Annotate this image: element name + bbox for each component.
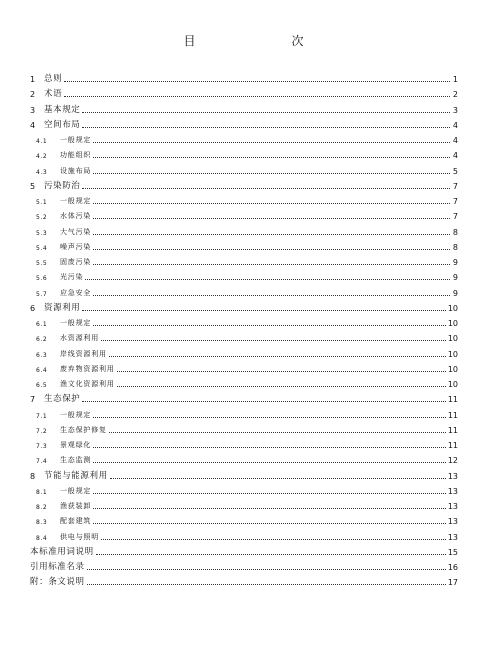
toc-section-number: 5.3 bbox=[36, 229, 48, 237]
toc-section-title: 渔文化资源利用 bbox=[60, 380, 115, 388]
toc-page-number: 17 bbox=[447, 578, 458, 588]
toc-dot-leader bbox=[93, 523, 446, 524]
toc-dot-leader bbox=[93, 325, 446, 326]
toc-entry[interactable] bbox=[36, 484, 458, 496]
toc-page-number: 7 bbox=[452, 212, 458, 222]
toc-dot-leader bbox=[93, 462, 446, 463]
toc-section-number: 3 bbox=[30, 105, 36, 115]
toc-entry[interactable] bbox=[36, 209, 458, 221]
toc-dot-leader bbox=[64, 81, 450, 82]
toc-entry[interactable] bbox=[36, 164, 458, 176]
toc-entry[interactable] bbox=[36, 499, 458, 511]
toc-entry[interactable] bbox=[36, 347, 458, 359]
toc-section-title: 噪声污染 bbox=[60, 242, 92, 251]
toc-section-title: 一般规定 bbox=[60, 197, 92, 205]
toc-dot-leader bbox=[82, 112, 450, 113]
toc-section-title: 一般规定 bbox=[60, 410, 92, 419]
toc-section-number: 6.2 bbox=[36, 336, 48, 344]
toc-section-title: 污染防治 bbox=[44, 180, 81, 191]
toc-dot-leader bbox=[87, 584, 446, 585]
toc-page-number: 8 bbox=[452, 227, 458, 237]
toc-entry[interactable] bbox=[30, 301, 458, 313]
toc-entry[interactable] bbox=[30, 118, 458, 130]
toc-dot-leader bbox=[93, 417, 446, 418]
toc-page-number: 10 bbox=[447, 349, 458, 359]
toc-section-title: 生态监测 bbox=[60, 456, 92, 465]
toc-section-number: 6.3 bbox=[36, 351, 48, 359]
toc-dot-leader bbox=[93, 203, 450, 204]
toc-dot-leader bbox=[109, 356, 446, 357]
toc-entry[interactable] bbox=[36, 286, 458, 298]
toc-section-number: 6.1 bbox=[36, 321, 48, 328]
toc-entry[interactable] bbox=[36, 194, 458, 206]
toc-section-title: 节能与能源利用 bbox=[44, 470, 108, 481]
toc-dot-leader bbox=[82, 310, 445, 311]
toc-dot-leader bbox=[82, 401, 445, 402]
toc-section-title: 附：条文说明 bbox=[30, 577, 85, 588]
toc-page-number: 4 bbox=[452, 120, 458, 130]
toc-section-number: 6 bbox=[30, 303, 36, 313]
toc-section-number: 2 bbox=[30, 90, 36, 100]
toc-page-number: 10 bbox=[447, 334, 458, 344]
toc-section-title: 水资源利用 bbox=[60, 334, 99, 343]
toc-entry[interactable] bbox=[36, 316, 458, 328]
toc-section-title: 应急安全 bbox=[60, 288, 92, 297]
toc-section-title: 本标准用词说明 bbox=[30, 546, 94, 557]
toc-entry[interactable] bbox=[36, 225, 458, 237]
toc-section-number: 8.3 bbox=[36, 519, 48, 527]
toc-section-number: 7.3 bbox=[36, 443, 48, 450]
toc-entry[interactable] bbox=[30, 72, 458, 84]
toc-entry[interactable] bbox=[36, 240, 458, 252]
toc-section-number: 5.2 bbox=[36, 214, 48, 222]
toc-entry[interactable] bbox=[36, 270, 458, 282]
toc-section-number: 5.4 bbox=[36, 244, 48, 252]
toc-section-title: 总则 bbox=[44, 74, 63, 84]
toc-section-number: 7 bbox=[30, 395, 36, 405]
toc-section-number: 4.2 bbox=[36, 153, 48, 161]
toc-dot-leader bbox=[101, 340, 446, 341]
toc-dot-leader bbox=[117, 386, 446, 387]
toc-page-number: 13 bbox=[447, 532, 458, 542]
toc-section-title: 供电与照明 bbox=[60, 532, 99, 541]
toc-dot-leader bbox=[110, 478, 446, 479]
toc-section-number: 6.5 bbox=[36, 382, 48, 389]
toc-page-number: 13 bbox=[447, 517, 458, 527]
toc-page-number: 11 bbox=[447, 410, 458, 420]
toc-page-number: 5 bbox=[452, 166, 458, 176]
toc-section-title: 功能组织 bbox=[60, 151, 92, 160]
toc-section-number: 5 bbox=[30, 181, 36, 191]
toc-section-number: 8 bbox=[30, 471, 36, 481]
toc-dot-leader bbox=[109, 432, 446, 433]
toc-section-number: 4 bbox=[30, 120, 36, 130]
toc-dot-leader bbox=[93, 264, 450, 265]
toc-dot-leader bbox=[93, 493, 446, 494]
toc-section-title: 大气污染 bbox=[60, 227, 92, 236]
toc-section-title: 废弃物资源利用 bbox=[60, 364, 115, 373]
toc-section-number: 5.6 bbox=[36, 275, 48, 283]
toc-dot-leader bbox=[64, 96, 450, 97]
toc-section-number: 4.3 bbox=[36, 168, 48, 176]
toc-page-number: 13 bbox=[447, 502, 458, 511]
toc-page-number: 12 bbox=[447, 456, 458, 466]
toc-dot-leader bbox=[96, 554, 446, 555]
toc-section-title: 空间布局 bbox=[44, 119, 81, 130]
toc-section-title: 生态保护 bbox=[44, 394, 81, 405]
toc-entry[interactable] bbox=[30, 560, 458, 572]
toc-page-number: 4 bbox=[452, 151, 458, 161]
toc-section-title: 配套建筑 bbox=[60, 517, 92, 526]
toc-entry[interactable] bbox=[30, 179, 458, 191]
toc-entry[interactable] bbox=[30, 87, 458, 99]
toc-page-number: 9 bbox=[452, 288, 458, 298]
toc-section-title: 一般规定 bbox=[60, 319, 92, 327]
toc-page-number: 7 bbox=[452, 181, 458, 191]
toc-entry[interactable] bbox=[30, 103, 458, 115]
toc-dot-leader bbox=[93, 218, 450, 219]
toc-page-number: 11 bbox=[447, 425, 458, 435]
toc-entry[interactable] bbox=[30, 392, 458, 404]
toc-section-number: 8.2 bbox=[36, 504, 48, 511]
toc-entry[interactable] bbox=[36, 453, 458, 465]
toc-section-number: 8.1 bbox=[36, 488, 48, 496]
toc-page-number: 11 bbox=[447, 441, 458, 450]
toc-page-number: 9 bbox=[452, 258, 458, 267]
toc-section-title: 资源利用 bbox=[44, 302, 81, 313]
toc-section-title: 景观绿化 bbox=[60, 441, 92, 449]
toc-page-number: 9 bbox=[452, 273, 458, 283]
toc-page-number: 10 bbox=[447, 319, 458, 328]
toc-section-number: 5.7 bbox=[36, 290, 48, 298]
toc-dot-leader bbox=[93, 295, 450, 296]
toc-section-title: 生态保护修复 bbox=[60, 425, 107, 434]
toc-section-title: 一般规定 bbox=[60, 136, 92, 144]
toc-section-title: 岸线资源利用 bbox=[60, 349, 107, 358]
toc-section-title: 基本规定 bbox=[44, 104, 81, 115]
toc-page-number: 8 bbox=[452, 242, 458, 252]
toc-entry[interactable] bbox=[36, 514, 458, 526]
toc-dot-leader bbox=[93, 234, 450, 235]
toc-section-number: 7.1 bbox=[36, 412, 48, 420]
toc-section-title: 固废污染 bbox=[60, 258, 92, 266]
toc-entry[interactable] bbox=[36, 438, 458, 450]
toc-page-number: 13 bbox=[447, 471, 458, 481]
toc-dot-leader bbox=[87, 569, 446, 570]
toc-dot-leader bbox=[93, 508, 446, 509]
toc-dot-leader bbox=[82, 188, 450, 189]
toc-page-number: 10 bbox=[447, 303, 458, 313]
toc-entry[interactable] bbox=[36, 362, 458, 374]
toc-page-number: 7 bbox=[452, 197, 458, 206]
toc-entry[interactable] bbox=[36, 408, 458, 420]
toc-dot-leader bbox=[101, 539, 446, 540]
toc-dot-leader bbox=[93, 249, 450, 250]
toc-dot-leader bbox=[85, 279, 450, 280]
toc-section-title: 光污染 bbox=[60, 273, 84, 282]
toc-page-number: 3 bbox=[452, 105, 458, 115]
toc-section-number: 5.5 bbox=[36, 260, 48, 267]
toc-section-number: 5.1 bbox=[36, 199, 48, 206]
toc-page-number: 15 bbox=[447, 547, 458, 557]
toc-section-number: 1 bbox=[30, 75, 36, 84]
toc-section-number: 6.4 bbox=[36, 366, 48, 374]
toc-entry[interactable] bbox=[30, 545, 458, 557]
toc-dot-leader bbox=[93, 173, 450, 174]
toc-entry[interactable] bbox=[36, 377, 458, 389]
toc-entry[interactable] bbox=[30, 575, 458, 587]
page-title: 目 次 bbox=[183, 34, 328, 48]
toc-dot-leader bbox=[82, 127, 450, 128]
toc-entry[interactable] bbox=[30, 469, 458, 481]
toc-page-number: 13 bbox=[447, 486, 458, 496]
toc-page-number: 1 bbox=[452, 75, 458, 84]
toc-section-number: 7.2 bbox=[36, 427, 48, 435]
toc-section-title: 术语 bbox=[44, 89, 63, 100]
toc-section-number: 7.4 bbox=[36, 458, 48, 466]
toc-section-number: 4.1 bbox=[36, 138, 48, 145]
toc-page-number: 10 bbox=[447, 380, 458, 389]
toc-page-number: 10 bbox=[447, 364, 458, 374]
toc-page-number: 11 bbox=[447, 395, 458, 405]
toc-entry[interactable] bbox=[36, 148, 458, 160]
toc-entry[interactable] bbox=[36, 133, 458, 145]
toc-entry[interactable] bbox=[36, 423, 458, 435]
toc-page-number: 4 bbox=[452, 136, 458, 145]
toc-entry[interactable] bbox=[36, 331, 458, 343]
toc-section-title: 设施布局 bbox=[60, 166, 92, 175]
toc-section-title: 引用标准名录 bbox=[30, 562, 85, 572]
toc-section-title: 水体污染 bbox=[60, 212, 92, 221]
toc-entry[interactable] bbox=[36, 255, 458, 267]
toc-dot-leader bbox=[117, 371, 446, 372]
toc-dot-leader bbox=[93, 157, 450, 158]
toc-page-number: 16 bbox=[447, 563, 458, 572]
toc-dot-leader bbox=[93, 142, 450, 143]
toc-section-title: 一般规定 bbox=[60, 486, 92, 495]
toc-section-number: 8.4 bbox=[36, 534, 48, 542]
toc-section-title: 渔获装卸 bbox=[60, 502, 92, 510]
toc-dot-leader bbox=[93, 447, 446, 448]
toc-page-number: 2 bbox=[452, 90, 458, 100]
toc-entry[interactable] bbox=[36, 530, 458, 542]
